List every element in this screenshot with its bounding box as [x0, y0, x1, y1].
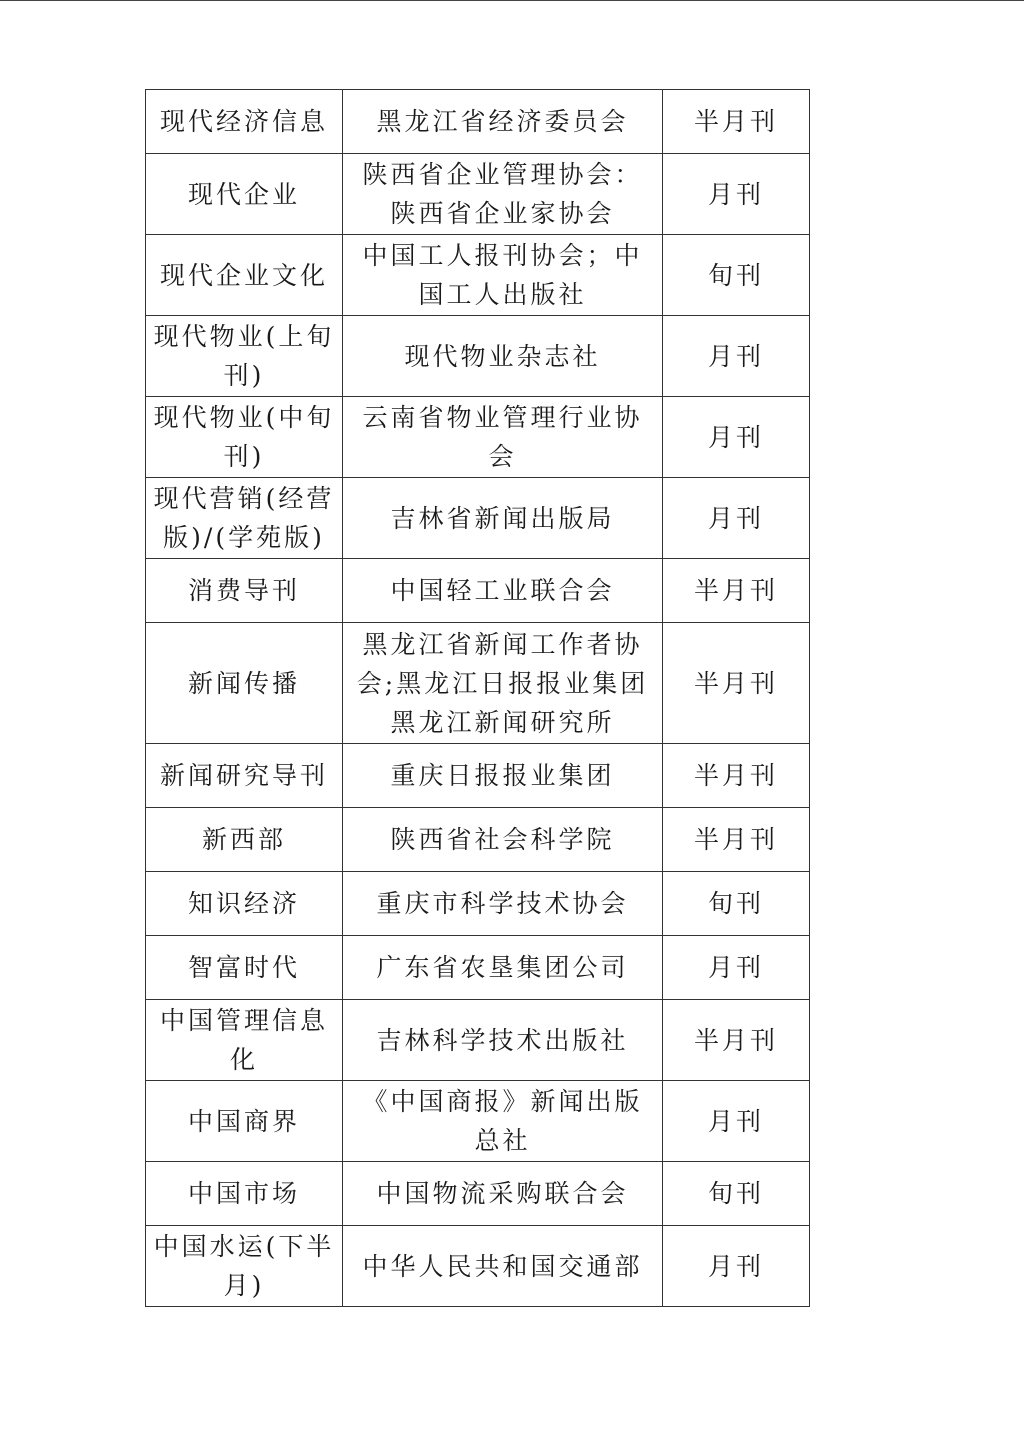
frequency-cell: 旬刊 [663, 235, 810, 316]
frequency-cell: 半月刊 [663, 559, 810, 623]
sponsor-cell: 吉林省新闻出版局 [343, 478, 663, 559]
frequency-cell: 半月刊 [663, 808, 810, 872]
journal-name-cell: 新西部 [146, 808, 343, 872]
journal-name-cell: 智富时代 [146, 936, 343, 1000]
sponsor-cell: 陕西省企业管理协会：陕西省企业家协会 [343, 154, 663, 235]
journal-name-cell: 消费导刊 [146, 559, 343, 623]
frequency-cell: 旬刊 [663, 872, 810, 936]
sponsor-cell: 黑龙江省新闻工作者协会;黑龙江日报报业集团黑龙江新闻研究所 [343, 623, 663, 744]
journal-name-cell: 中国水运(下半月) [146, 1226, 343, 1307]
frequency-cell: 月刊 [663, 154, 810, 235]
journal-name-cell: 中国市场 [146, 1162, 343, 1226]
table-row [146, 154, 810, 235]
sponsor-cell: 中国工人报刊协会；中国工人出版社 [343, 235, 663, 316]
top-border-line [0, 0, 1024, 1]
table-row [146, 316, 810, 397]
table-row [146, 936, 810, 1000]
table-row [146, 235, 810, 316]
table-row [146, 559, 810, 623]
journal-name-cell: 现代经济信息 [146, 90, 343, 154]
sponsor-cell: 《中国商报》新闻出版总社 [343, 1081, 663, 1162]
table-row [146, 1226, 810, 1307]
frequency-cell: 月刊 [663, 397, 810, 478]
journal-name-cell: 现代企业 [146, 154, 343, 235]
journal-table [145, 89, 810, 1307]
journal-name-cell: 现代物业(中旬刊) [146, 397, 343, 478]
table-row [146, 744, 810, 808]
sponsor-cell: 中国物流采购联合会 [343, 1162, 663, 1226]
table-row [146, 90, 810, 154]
sponsor-cell: 现代物业杂志社 [343, 316, 663, 397]
sponsor-cell: 云南省物业管理行业协会 [343, 397, 663, 478]
table-row [146, 397, 810, 478]
table-row [146, 872, 810, 936]
journal-name-cell: 新闻传播 [146, 623, 343, 744]
sponsor-cell: 中国轻工业联合会 [343, 559, 663, 623]
frequency-cell: 月刊 [663, 1081, 810, 1162]
sponsor-cell: 广东省农垦集团公司 [343, 936, 663, 1000]
journal-name-cell: 新闻研究导刊 [146, 744, 343, 808]
journal-name-cell: 中国商界 [146, 1081, 343, 1162]
table-row [146, 808, 810, 872]
frequency-cell: 月刊 [663, 316, 810, 397]
sponsor-cell: 黑龙江省经济委员会 [343, 90, 663, 154]
table-row [146, 1162, 810, 1226]
frequency-cell: 月刊 [663, 1226, 810, 1307]
journal-name-cell: 中国管理信息化 [146, 1000, 343, 1081]
journal-name-cell: 现代企业文化 [146, 235, 343, 316]
frequency-cell: 半月刊 [663, 1000, 810, 1081]
frequency-cell: 月刊 [663, 936, 810, 1000]
journal-name-cell: 现代营销(经营版)/(学苑版) [146, 478, 343, 559]
sponsor-cell: 吉林科学技术出版社 [343, 1000, 663, 1081]
table-row [146, 623, 810, 744]
sponsor-cell: 重庆日报报业集团 [343, 744, 663, 808]
frequency-cell: 半月刊 [663, 744, 810, 808]
frequency-cell: 半月刊 [663, 90, 810, 154]
table-row [146, 1081, 810, 1162]
journal-name-cell: 现代物业(上旬刊) [146, 316, 343, 397]
sponsor-cell: 陕西省社会科学院 [343, 808, 663, 872]
frequency-cell: 月刊 [663, 478, 810, 559]
frequency-cell: 半月刊 [663, 623, 810, 744]
table-row [146, 1000, 810, 1081]
journal-name-cell: 知识经济 [146, 872, 343, 936]
frequency-cell: 旬刊 [663, 1162, 810, 1226]
sponsor-cell: 重庆市科学技术协会 [343, 872, 663, 936]
table-row [146, 478, 810, 559]
sponsor-cell: 中华人民共和国交通部 [343, 1226, 663, 1307]
